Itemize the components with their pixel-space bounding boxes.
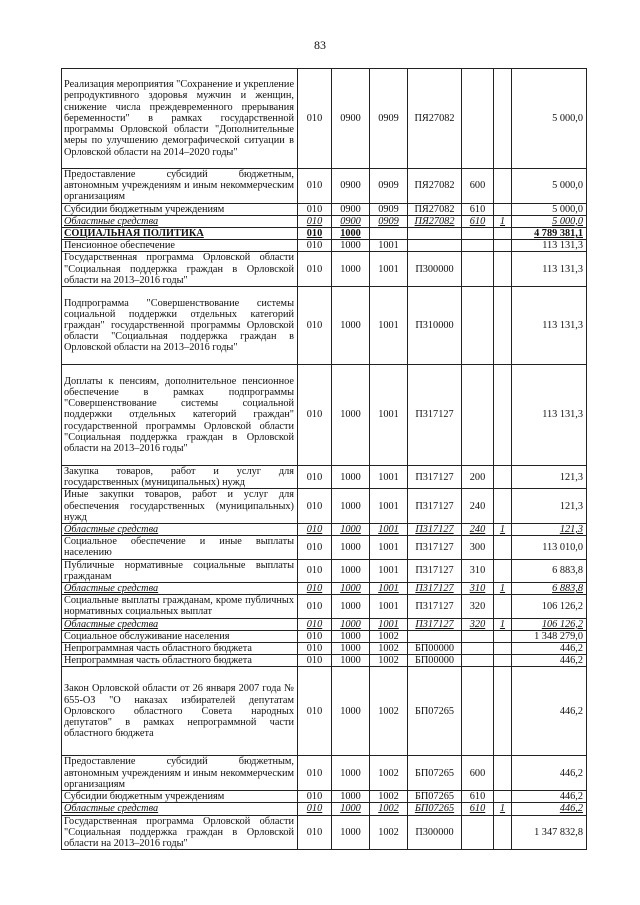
cell-target-article: БП00000 [408,655,462,667]
cell-funding-source [494,203,512,215]
table-row [62,240,587,252]
cell-section-code: 1000 [332,595,370,618]
cell-target-article [408,240,462,252]
cell-expense-type [462,815,494,850]
table-row [62,228,587,240]
cell-funding-source [494,791,512,803]
cell-subsection-code: 1002 [370,756,408,791]
table-row [62,583,587,595]
cell-ministry-code: 010 [298,595,332,618]
cell-funding-source [494,169,512,204]
cell-target-article: П317127 [408,595,462,618]
cell-section-code: 0900 [332,69,370,169]
cell-amount: 113 131,3 [512,252,587,287]
cell-subsection-code: 1001 [370,618,408,630]
cell-ministry-code: 010 [298,815,332,850]
cell-name: СОЦИАЛЬНАЯ ПОЛИТИКА [62,228,298,240]
cell-ministry-code: 010 [298,803,332,815]
cell-funding-source [494,536,512,559]
cell-name: Иные закупки товаров, работ и услуг для обеспечения государственных (муниципальных) нужд [62,489,298,524]
cell-target-article: БП07265 [408,803,462,815]
cell-section-code: 1000 [332,228,370,240]
cell-target-article: П317127 [408,524,462,536]
cell-expense-type [462,655,494,667]
table-row [62,595,587,618]
cell-amount: 106 126,2 [512,595,587,618]
cell-target-article: П317127 [408,618,462,630]
cell-amount: 106 126,2 [512,618,587,630]
cell-target-article: П317127 [408,583,462,595]
cell-funding-source [494,655,512,667]
cell-funding-source [494,69,512,169]
cell-ministry-code: 010 [298,618,332,630]
table-body [62,69,587,850]
cell-subsection-code: 1002 [370,643,408,655]
cell-name: Непрограммная часть областного бюджета [62,643,298,655]
cell-name: Доплаты к пенсиям, дополнительное пенсионное обеспечение в рамках подпрограммы "Совершенствование системы социальной поддержки отдельных категорий граждан" государственной программы Орловской области "Социальная поддержка граждан в Орловской области на 2013–2016 годы" [62,365,298,466]
cell-target-article: П317127 [408,559,462,582]
cell-amount: 5 000,0 [512,203,587,215]
table-row [62,815,587,850]
cell-ministry-code: 010 [298,583,332,595]
budget-table [61,68,587,850]
cell-target-article: П300000 [408,815,462,850]
cell-expense-type: 310 [462,583,494,595]
cell-ministry-code: 010 [298,524,332,536]
cell-section-code: 1000 [332,466,370,489]
cell-ministry-code: 010 [298,756,332,791]
cell-section-code: 1000 [332,756,370,791]
cell-section-code: 1000 [332,655,370,667]
cell-funding-source [494,643,512,655]
cell-amount: 1 348 279,0 [512,630,587,642]
cell-funding-source [494,815,512,850]
cell-subsection-code: 1001 [370,489,408,524]
cell-funding-source: 1 [494,618,512,630]
cell-subsection-code: 1001 [370,252,408,287]
cell-expense-type: 610 [462,203,494,215]
cell-target-article: БП07265 [408,791,462,803]
table-row [62,667,587,756]
cell-expense-type [462,69,494,169]
cell-subsection-code: 1002 [370,655,408,667]
cell-target-article: П317127 [408,489,462,524]
cell-name: Областные средства [62,215,298,227]
cell-section-code: 1000 [332,667,370,756]
cell-subsection-code: 0909 [370,203,408,215]
cell-name: Публичные нормативные социальные выплаты гражданам [62,559,298,582]
cell-subsection-code: 1001 [370,365,408,466]
cell-target-article: П317127 [408,466,462,489]
cell-expense-type [462,630,494,642]
cell-ministry-code: 010 [298,655,332,667]
cell-funding-source: 1 [494,803,512,815]
cell-subsection-code: 0909 [370,169,408,204]
cell-amount: 446,2 [512,803,587,815]
cell-amount: 113 131,3 [512,365,587,466]
cell-name: Социальное обеспечение и иные выплаты населению [62,536,298,559]
cell-amount: 121,3 [512,466,587,489]
cell-name: Предоставление субсидий бюджетным, автономным учреждениям и иным некоммерческим организациям [62,756,298,791]
cell-funding-source: 1 [494,524,512,536]
cell-section-code: 0900 [332,215,370,227]
cell-funding-source [494,630,512,642]
cell-amount: 1 347 832,8 [512,815,587,850]
cell-amount: 6 883,8 [512,583,587,595]
cell-ministry-code: 010 [298,240,332,252]
cell-expense-type [462,365,494,466]
cell-amount: 446,2 [512,655,587,667]
cell-funding-source: 1 [494,215,512,227]
cell-target-article: БП07265 [408,756,462,791]
cell-ministry-code: 010 [298,365,332,466]
cell-name: Непрограммная часть областного бюджета [62,655,298,667]
cell-name: Государственная программа Орловской области "Социальная поддержка граждан в Орловской области на 2013–2016 годы" [62,252,298,287]
table-row [62,618,587,630]
cell-expense-type: 300 [462,536,494,559]
cell-target-article: БП07265 [408,667,462,756]
cell-section-code: 1000 [332,536,370,559]
table-row [62,489,587,524]
cell-ministry-code: 010 [298,667,332,756]
cell-ministry-code: 010 [298,466,332,489]
cell-expense-type [462,667,494,756]
cell-amount: 6 883,8 [512,559,587,582]
cell-amount: 5 000,0 [512,215,587,227]
cell-funding-source [494,466,512,489]
cell-section-code: 1000 [332,287,370,365]
cell-section-code: 1000 [332,803,370,815]
cell-name: Областные средства [62,583,298,595]
cell-target-article: ПЯ27082 [408,203,462,215]
table-row [62,466,587,489]
cell-target-article: ПЯ27082 [408,169,462,204]
cell-amount: 5 000,0 [512,169,587,204]
cell-section-code: 1000 [332,240,370,252]
cell-target-article: ПЯ27082 [408,215,462,227]
cell-section-code: 1000 [332,815,370,850]
table-row [62,287,587,365]
cell-subsection-code: 0909 [370,69,408,169]
cell-ministry-code: 010 [298,215,332,227]
cell-section-code: 1000 [332,643,370,655]
cell-expense-type: 610 [462,803,494,815]
table-row [62,69,587,169]
cell-subsection-code: 1001 [370,466,408,489]
cell-subsection-code: 1002 [370,815,408,850]
cell-section-code: 1000 [332,630,370,642]
cell-subsection-code: 1001 [370,595,408,618]
cell-expense-type [462,252,494,287]
cell-expense-type: 200 [462,466,494,489]
cell-name: Подпрограмма "Совершенствование системы социальной поддержки отдельных категорий граждан" государственной программы Орловской области "Социальная поддержка граждан в Орловской области на 2013–2016 годы" [62,287,298,365]
table-row [62,559,587,582]
cell-subsection-code: 1002 [370,803,408,815]
cell-subsection-code: 1001 [370,524,408,536]
cell-ministry-code: 010 [298,287,332,365]
cell-name: Социальное обслуживание населения [62,630,298,642]
cell-subsection-code: 0909 [370,215,408,227]
cell-subsection-code: 1001 [370,536,408,559]
cell-amount: 113 131,3 [512,287,587,365]
table-row [62,215,587,227]
cell-expense-type: 610 [462,791,494,803]
cell-amount: 446,2 [512,667,587,756]
cell-amount: 446,2 [512,643,587,655]
cell-funding-source [494,228,512,240]
cell-funding-source [494,756,512,791]
cell-target-article: П317127 [408,536,462,559]
cell-amount: 121,3 [512,489,587,524]
cell-amount: 121,3 [512,524,587,536]
table-row [62,791,587,803]
cell-ministry-code: 010 [298,252,332,287]
cell-section-code: 1000 [332,489,370,524]
table-row [62,169,587,204]
cell-amount: 113 131,3 [512,240,587,252]
cell-expense-type [462,287,494,365]
cell-subsection-code [370,228,408,240]
cell-name: Государственная программа Орловской области "Социальная поддержка граждан в Орловской области на 2013–2016 годы" [62,815,298,850]
cell-target-article: П310000 [408,287,462,365]
cell-target-article: П300000 [408,252,462,287]
page-number: 83 [314,38,326,52]
cell-subsection-code: 1002 [370,791,408,803]
cell-subsection-code: 1001 [370,583,408,595]
cell-expense-type: 320 [462,595,494,618]
cell-funding-source [494,559,512,582]
cell-expense-type: 240 [462,524,494,536]
table-row [62,643,587,655]
cell-ministry-code: 010 [298,203,332,215]
cell-funding-source [494,252,512,287]
cell-section-code: 0900 [332,203,370,215]
table-row [62,524,587,536]
cell-name: Закупка товаров, работ и услуг для государственных (муниципальных) нужд [62,466,298,489]
cell-expense-type: 320 [462,618,494,630]
cell-expense-type [462,643,494,655]
cell-expense-type: 310 [462,559,494,582]
cell-funding-source [494,287,512,365]
cell-funding-source [494,489,512,524]
cell-ministry-code: 010 [298,559,332,582]
cell-expense-type [462,228,494,240]
cell-subsection-code: 1001 [370,287,408,365]
cell-funding-source [494,667,512,756]
cell-ministry-code: 010 [298,228,332,240]
cell-amount: 113 010,0 [512,536,587,559]
cell-target-article [408,630,462,642]
cell-ministry-code: 010 [298,169,332,204]
table-row [62,756,587,791]
cell-section-code: 1000 [332,583,370,595]
cell-subsection-code: 1001 [370,559,408,582]
cell-name: Реализация мероприятия "Сохранение и укрепление репродуктивного здоровья мужчин и женщин, снижение числа преждевременного прерывания беременности" в рамках государственной программы Орловской области "Дополнительные меры по улучшению демографической ситуации в Орловской области на 2014–2020 годы" [62,69,298,169]
cell-ministry-code: 010 [298,643,332,655]
cell-section-code: 1000 [332,524,370,536]
cell-ministry-code: 010 [298,489,332,524]
table-row [62,630,587,642]
cell-section-code: 1000 [332,365,370,466]
cell-funding-source [494,240,512,252]
cell-ministry-code: 010 [298,630,332,642]
cell-amount: 446,2 [512,756,587,791]
cell-funding-source [494,365,512,466]
table-row [62,536,587,559]
cell-expense-type: 600 [462,169,494,204]
cell-expense-type: 610 [462,215,494,227]
cell-section-code: 0900 [332,169,370,204]
table-row [62,655,587,667]
cell-target-article: П317127 [408,365,462,466]
cell-section-code: 1000 [332,559,370,582]
cell-name: Закон Орловской области от 26 января 2007 года № 655-ОЗ "О наказах избирателей депутатам Орловского областного Совета народных депутатов" в рамках непрограммной части областного бюджета [62,667,298,756]
cell-funding-source [494,595,512,618]
cell-expense-type: 240 [462,489,494,524]
cell-target-article: БП00000 [408,643,462,655]
table-row [62,252,587,287]
cell-funding-source: 1 [494,583,512,595]
cell-section-code: 1000 [332,791,370,803]
cell-ministry-code: 010 [298,69,332,169]
cell-amount: 4 789 381,1 [512,228,587,240]
cell-target-article: ПЯ27082 [408,69,462,169]
cell-name: Областные средства [62,524,298,536]
cell-subsection-code: 1002 [370,630,408,642]
cell-section-code: 1000 [332,618,370,630]
cell-ministry-code: 010 [298,536,332,559]
cell-name: Субсидии бюджетным учреждениям [62,203,298,215]
cell-amount: 446,2 [512,791,587,803]
cell-name: Предоставление субсидий бюджетным, автономным учреждениям и иным некоммерческим организациям [62,169,298,204]
table-row [62,803,587,815]
cell-name: Пенсионное обеспечение [62,240,298,252]
cell-subsection-code: 1001 [370,240,408,252]
cell-expense-type: 600 [462,756,494,791]
cell-ministry-code: 010 [298,791,332,803]
cell-name: Субсидии бюджетным учреждениям [62,791,298,803]
cell-expense-type [462,240,494,252]
cell-target-article [408,228,462,240]
cell-name: Областные средства [62,618,298,630]
cell-section-code: 1000 [332,252,370,287]
table-row [62,365,587,466]
cell-name: Социальные выплаты гражданам, кроме публичных нормативных социальных выплат [62,595,298,618]
table-row [62,203,587,215]
cell-amount: 5 000,0 [512,69,587,169]
cell-name: Областные средства [62,803,298,815]
cell-subsection-code: 1002 [370,667,408,756]
